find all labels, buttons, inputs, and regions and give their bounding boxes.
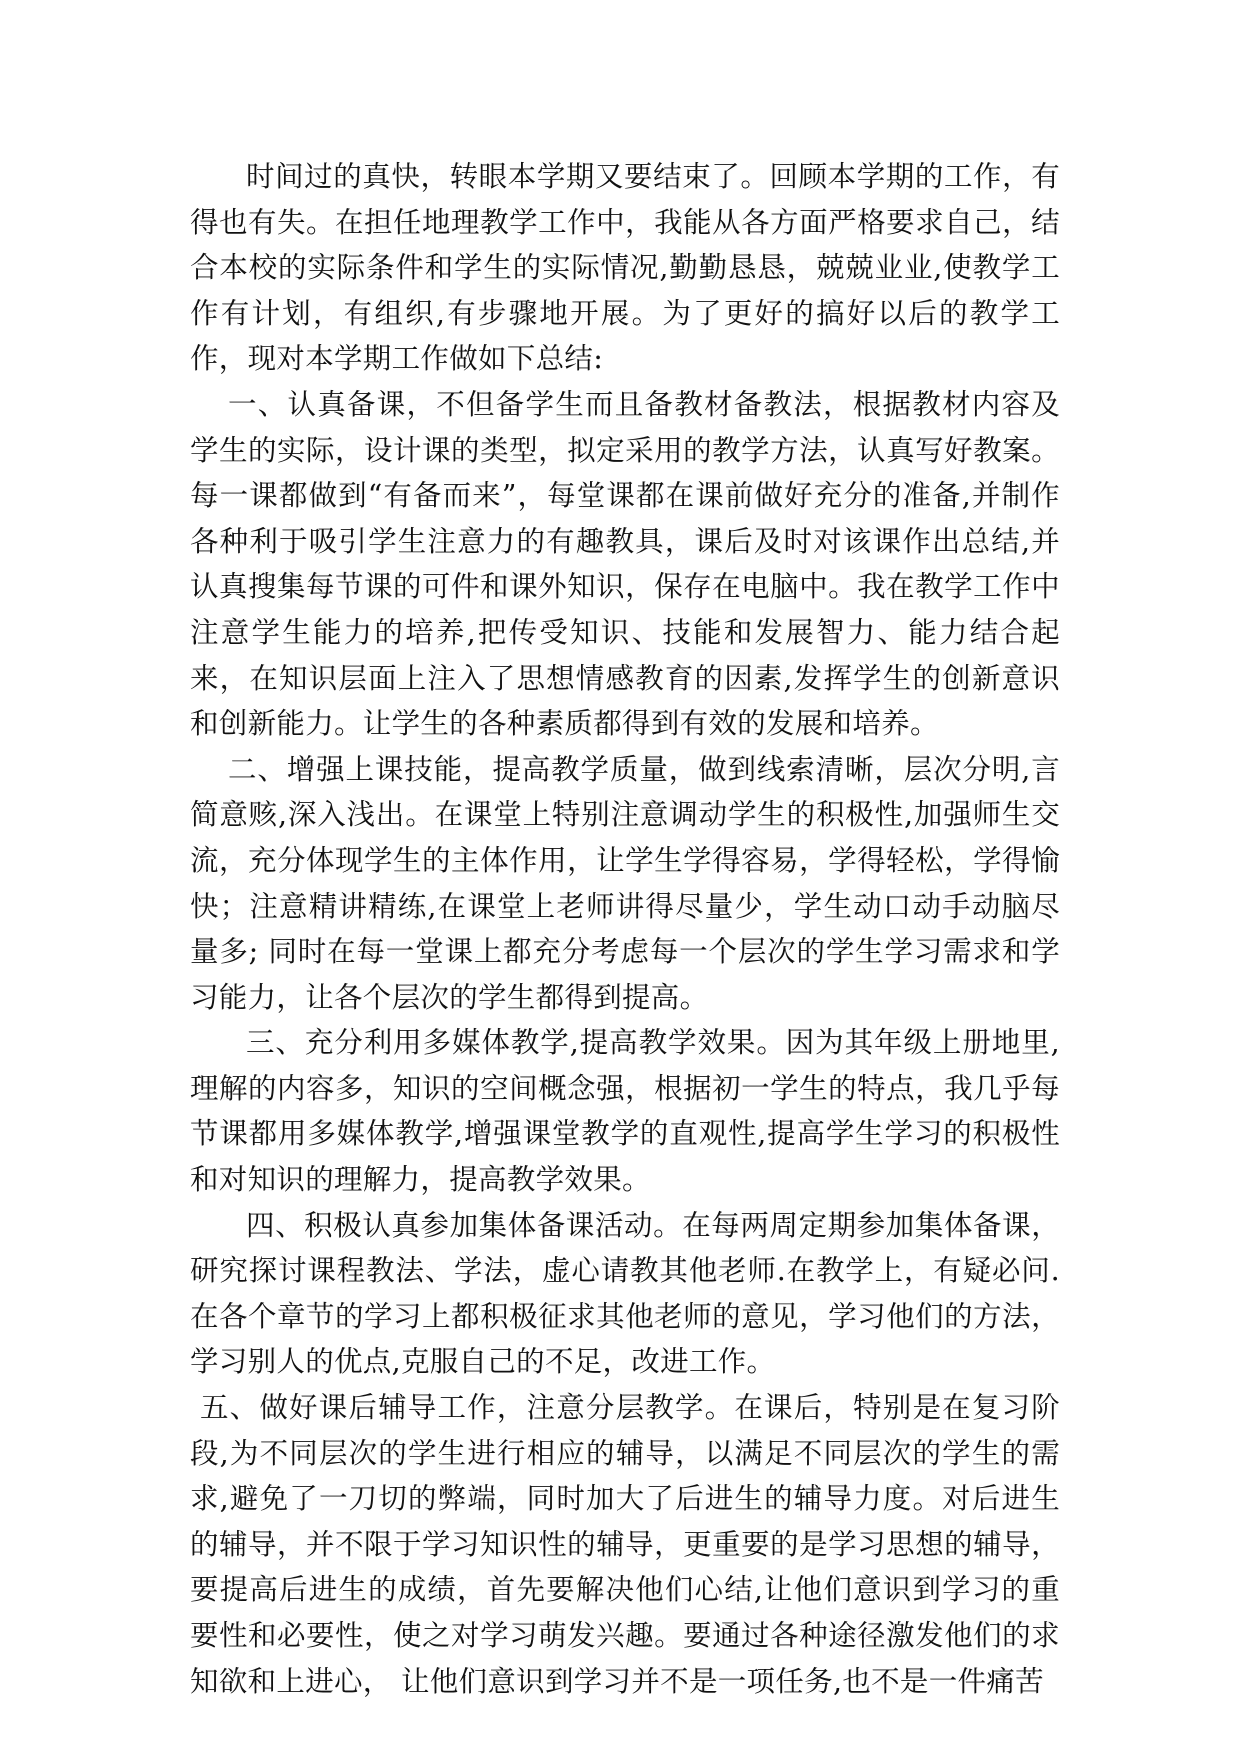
- paragraph-section-2: 二、增强上课技能，提高教学质量，做到线索清晰，层次分明,言简意赅,深入浅出。在课堂上特别注意调动学生的积极性,加强师生交流，充分体现学生的主体作用，让学生学得容易，学得轻松，学得愉快；注意精讲精练,在课堂上老师讲得尽量少，学生动口动手动脑尽量多; 同时在每一堂课上都充分考虑每一个层次的学生学习需求和学习能力，让各个层次的学生都得到提高。: [190, 752, 1060, 1014]
- paragraph-section-5: 五、做好课后辅导工作，注意分层教学。在课后，特别是在复习阶段,为不同层次的学生进行相应的辅导，以满足不同层次的学生的需求,避免了一刀切的弊端，同时加大了后进生的辅导力度。对后进生的辅导，并不限于学习知识性的辅导，更重要的是学习思想的辅导，要提高后进生的成绩，首先要解决他们心结,让他们意识到学习的重要性和必要性，使之对学习萌发兴趣。要通过各种途径激发他们的求知欲和上进心， 让他们意识到学习并不是一项任务,也不是一件痛苦: [190, 1391, 1060, 1698]
- document-body: [190, 154, 1060, 1704]
- paragraph-section-3: 三、充分利用多媒体教学,提高教学效果。因为其年级上册地里,理解的内容多，知识的空间概念强，根据初一学生的特点，我几乎每节课都用多媒体教学,增强课堂教学的直观性,提高学生学习的积极性和对知识的理解力，提高教学效果。: [190, 1026, 1060, 1197]
- paragraph-intro: 时间过的真快，转眼本学期又要结束了。回顾本学期的工作，有得也有失。在担任地理教学工作中，我能从各方面严格要求自己，结合本校的实际条件和学生的实际情况,勤勤恳恳，兢兢业业,使教学工作有计划，有组织,有步骤地开展。为了更好的搞好以后的教学工作，现对本学期工作做如下总结:: [190, 160, 1060, 376]
- paragraph-section-1: 一、认真备课，不但备学生而且备教材备教法，根据教材内容及学生的实际，设计课的类型，拟定采用的教学方法，认真写好教案。每一课都做到“有备而来”，每堂课都在课前做好充分的准备,并制作各种利于吸引学生注意力的有趣教具，课后及时对该课作出总结,并认真搜集每节课的可件和课外知识，保存在电脑中。我在教学工作中注意学生能力的培养,把传受知识、技能和发展智力、能力结合起来，在知识层面上注入了思想情感教育的因素,发挥学生的创新意识和创新能力。让学生的各种素质都得到有效的发展和培养。: [190, 387, 1060, 741]
- paragraph-section-4: 四、积极认真参加集体备课活动。在每两周定期参加集体备课，研究探讨课程教法、学法，虚心请教其他老师.在教学上，有疑必问.在各个章节的学习上都积极征求其他老师的意见，学习他们的方法，学习别人的优点,克服自己的不足，改进工作。: [190, 1208, 1060, 1379]
